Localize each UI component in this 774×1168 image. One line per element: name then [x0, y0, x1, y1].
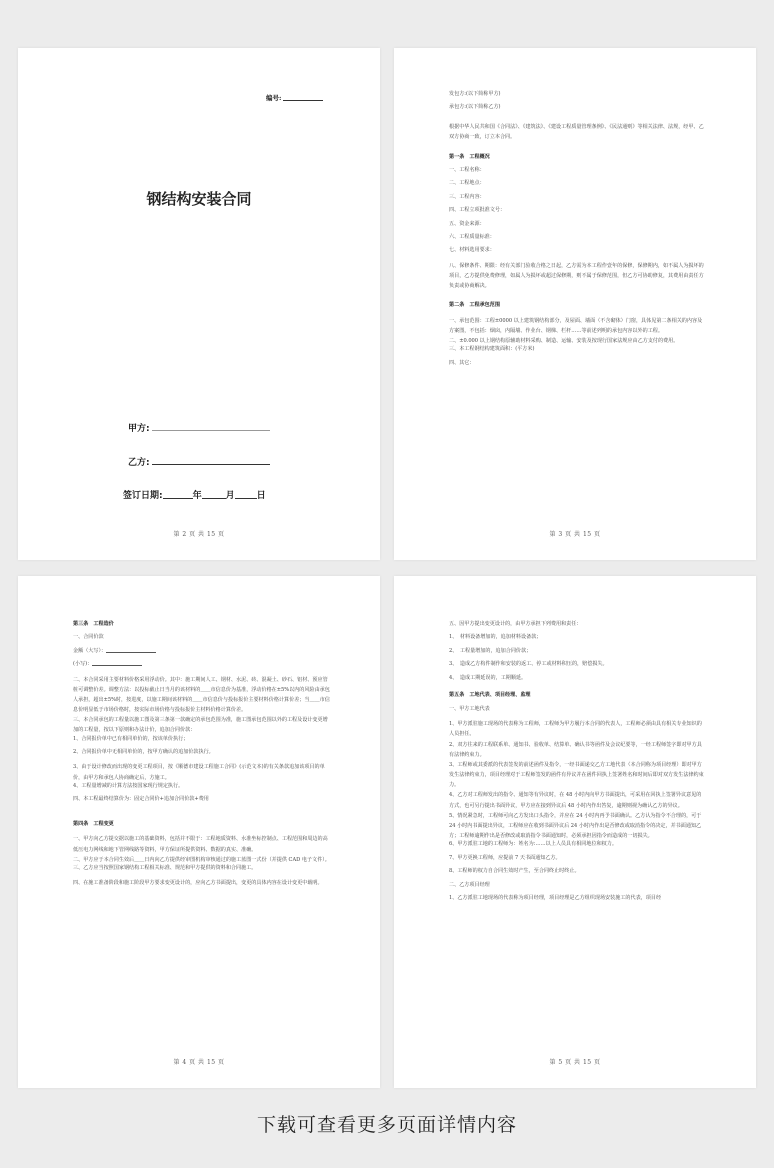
section-heading: 第二条 工程承包范围 [449, 302, 500, 309]
paragraph: 一、甲方工地代表 [449, 705, 490, 712]
contract-page-5 [394, 576, 756, 1088]
paragraph: 二、甲方应于本合同生效后＿＿日内向乙方提供经审图机构审核通过的施工蓝图一式份（并提供 CAD 电子文件）。 [73, 856, 330, 863]
paragraph: 2、双方往来的工程联系单、通知书、验收单、结算单、确认书等函件及会议纪要等，一经工程师签字即对甲方具有法律约束力。 [449, 741, 702, 758]
paragraph: 1、乙方派驻工地现场的代表称为项目经理，项目经理是乙方组织现场安装施工的代表，项目经 [449, 894, 662, 901]
paragraph: 二、±0.000 以上钢结构原辅助材料采购、制造、运输、安装及按现行国家法规应由乙方支付的费用。 [449, 337, 679, 344]
paragraph: 1、甲方派驻施工现场的代表称为工程师，工程师为甲方履行本合同的代表人，工程师必须由具有相关专业知识的人员担任。 [449, 721, 702, 738]
paragraph: 金额（大写）： [73, 648, 330, 655]
paragraph: 4、 造成工期延误的，工期顺延。 [449, 674, 527, 681]
paragraph: 5、情况紧急时，工程师可向乙方发出口头指令，并应在 24 小时内再予书面确认。乙方认为指令不合理的，可于 24 小时内书面提出异议，工程师应在收到书面异议后 24 小时内作出是否修改或取消指令的决定，并书面通知乙方；工程师逾期作出是否修改或取消指令书面通知时，必须承担因指令而造成的一切损失。 [449, 812, 702, 840]
download-caption: 下载可查看更多页面详情内容 [256, 1114, 517, 1136]
sign-date: 签订日期: 年 月 日 [123, 491, 266, 501]
party-b [128, 455, 150, 468]
page-footer: 第 3 页 共 15 页 [549, 531, 601, 538]
sign-date-label: 签订日期: [123, 491, 163, 501]
contract-title: 钢结构安装合同 [146, 190, 252, 208]
paragraph: 三、工程内容： [449, 193, 485, 200]
paragraph: 八、保修条件、期限：经有关部门验收合格之日起，乙方需为本工程作壹年的保修，保修期内，如不属人为损坏的项目，乙方提供免费修理，如属人为损坏或超过保修期，则不属于保修范围，但乙方可协助修复，其费用由责任方负责或协商解决。 [449, 262, 704, 289]
party-a-blank [152, 430, 270, 431]
paragraph: 一、甲方向乙方提交据以施工的基础资料，包括并不限于：工程地质资料、水准坐标控制点、工程范围和周边的高低压电力网线和地下管网线路等资料，甲方保证所提供资料、数据的真实、准确。 [73, 836, 328, 853]
paragraph: 根据中华人民共和国《合同法》、《建筑法》、《建设工程质量管理条例》、《民法通则》等相关法律、法规，经甲、乙双方协商一致，订立本合同。 [449, 124, 704, 141]
party-b-blank [152, 464, 270, 465]
paragraph: (小写)： [73, 661, 330, 668]
paragraph: 8、工程师的权力自合同生效时产生，至合同终止时终止。 [449, 868, 580, 875]
paragraph: 2、合同报价单中无相同单价的，按甲方确认的追加价款执行。 [73, 749, 214, 755]
paragraph: 四、本工程最终结算价为：固定合同价+追加合同价款+费用 [73, 796, 209, 803]
paragraph: 1、 材料设备增加的，追加材料设备款； [449, 634, 542, 641]
paragraph: 四、其它： [449, 359, 475, 366]
paragraph: 三、乙方应当按照国家钢结构工程相关标准、规范和甲方提供的资料和合同施工。 [73, 864, 257, 871]
paragraph: 四、工程立项批准文号： [449, 207, 506, 214]
paragraph: 发包方:(以下简称甲方) [449, 91, 501, 97]
paragraph: 六、工程质量标准： [449, 233, 495, 240]
party-a-label: 甲方: [128, 424, 150, 434]
paragraph: 七、材料选用要求： [449, 247, 495, 254]
paragraph: 承包方:(以下简称乙方) [449, 104, 501, 111]
section-heading: 第四条 工程变更 [73, 821, 114, 827]
contract-number-label: 编号: [266, 94, 282, 102]
section-heading: 第五条 工地代表、项目经理、监理 [449, 692, 531, 699]
paragraph: 三、本合同承包的工程量以施工图及第三条第一款确定的承包范围为准，施工图承包范围以外的工程及设计变更增加的工程量，按以下原则和办法计价，追加合同价款： [73, 717, 328, 734]
page-footer: 第 5 页 共 15 页 [549, 1059, 601, 1066]
paragraph: 一、工程名称： [449, 167, 485, 173]
party-a [128, 421, 150, 434]
paragraph: 五、资金来源： [449, 220, 485, 227]
paragraph: 三、本工程钢结构建筑面积：(平方米) [449, 346, 535, 353]
paragraph: 3、 造成乙方构件制作和安装的返工、停工或材料积压的，赔偿损失。 [449, 661, 608, 668]
paragraph: 二、乙方项目经理 [449, 881, 490, 888]
paragraph: 2、 工程量增加的，追加合同价款； [449, 647, 532, 654]
paragraph: 4、工程量增减的计算方法按国家现行规定执行。 [73, 782, 184, 789]
paragraph: 3、由于设计修改而出现的变更工程项目，按《顺德市建设工程施工合同》(示范文本)的有关条款追加该项目的单价，由甲方和承包人协商确定后，方施工。 [73, 764, 325, 781]
paragraph: 四、在施工准备阶段和施工阶段甲方要求变更设计的，应向乙方书面提出，变更的具体内容在设计变更中载明。 [73, 880, 323, 887]
paragraph: 一、合同价款 [73, 634, 104, 641]
paragraph: 7、甲方更换工程师，应提前 7 天书面通知乙方。 [449, 854, 561, 861]
paragraph: 一、承包范围：工程±0000 以上建筑钢结构部分，及屋面、墙面（不含砌体）门窗，具体见第二条相关的内容及方案图，不包括：烟囱，内隔墙、作业台、钢梯、栏杆……等前述列明的承包内容以外的工程。 [449, 317, 703, 334]
section-heading: 第一条 工程概况 [449, 153, 490, 160]
paragraph: 五、因甲方提出变更设计的，由甲方承担下列费用和责任： [449, 621, 582, 627]
page-footer: 第 2 页 共 15 页 [173, 531, 225, 538]
paragraph: 1、合同报价单中已有相同单价的，按该单价执行； [73, 735, 189, 742]
section-heading: 第三条 工程造价 [73, 621, 114, 627]
paragraph: 6、甲方派驻工地的工程师为：姓名为:……以上人员具有相同地位和权力。 [449, 841, 617, 848]
party-b-label: 乙方: [128, 458, 150, 468]
contract-number-blank [283, 100, 323, 101]
paragraph: 二、本合同采用主要材料价格采用浮动价。其中：施工期间人工、钢材、水泥、砖、混凝土、砂石、铝材、预应管桩可调整价差。调整方法：以投标截止日当月的该材料的＿＿市信息价为基准，浮动价格在±5%以内的风险由承包人承担，超出±5%时，按进度，以施工期间该材料的＿＿市信息价与投标报价主要材料价格计算价差；当＿＿市信息价明显低于市场价格时，按实际市场价格与投标报价主材料价格计算价差。 [73, 676, 330, 714]
paragraph: 二、工程地点： [449, 180, 485, 187]
contract-page-4 [18, 576, 380, 1088]
contract-page-3 [394, 48, 756, 560]
contract-number [266, 93, 323, 102]
cover-page [18, 48, 380, 560]
paragraph: 4、乙方对工程师发出的指令、通知等有异议时，在 48 小时内向甲方书面提出，可采用在回执上签署异议意见的方式，也可另行提出书面异议，甲方应在接到异议后 48 小时内作出答复，逾期则视为确认乙方的异议。 [449, 792, 702, 809]
page-footer: 第 4 页 共 15 页 [173, 1059, 225, 1066]
paragraph: 3、工程师或其委派的代表签发的前述函件及指令，一经书面递交乙方工地代表（本合同称为项目经理）即对甲方发生法律约束力，项目经理对于工程师签发的函件有异议并在函件回执上签署姓名和时间后即对双方发生法律约束力。 [449, 761, 704, 789]
